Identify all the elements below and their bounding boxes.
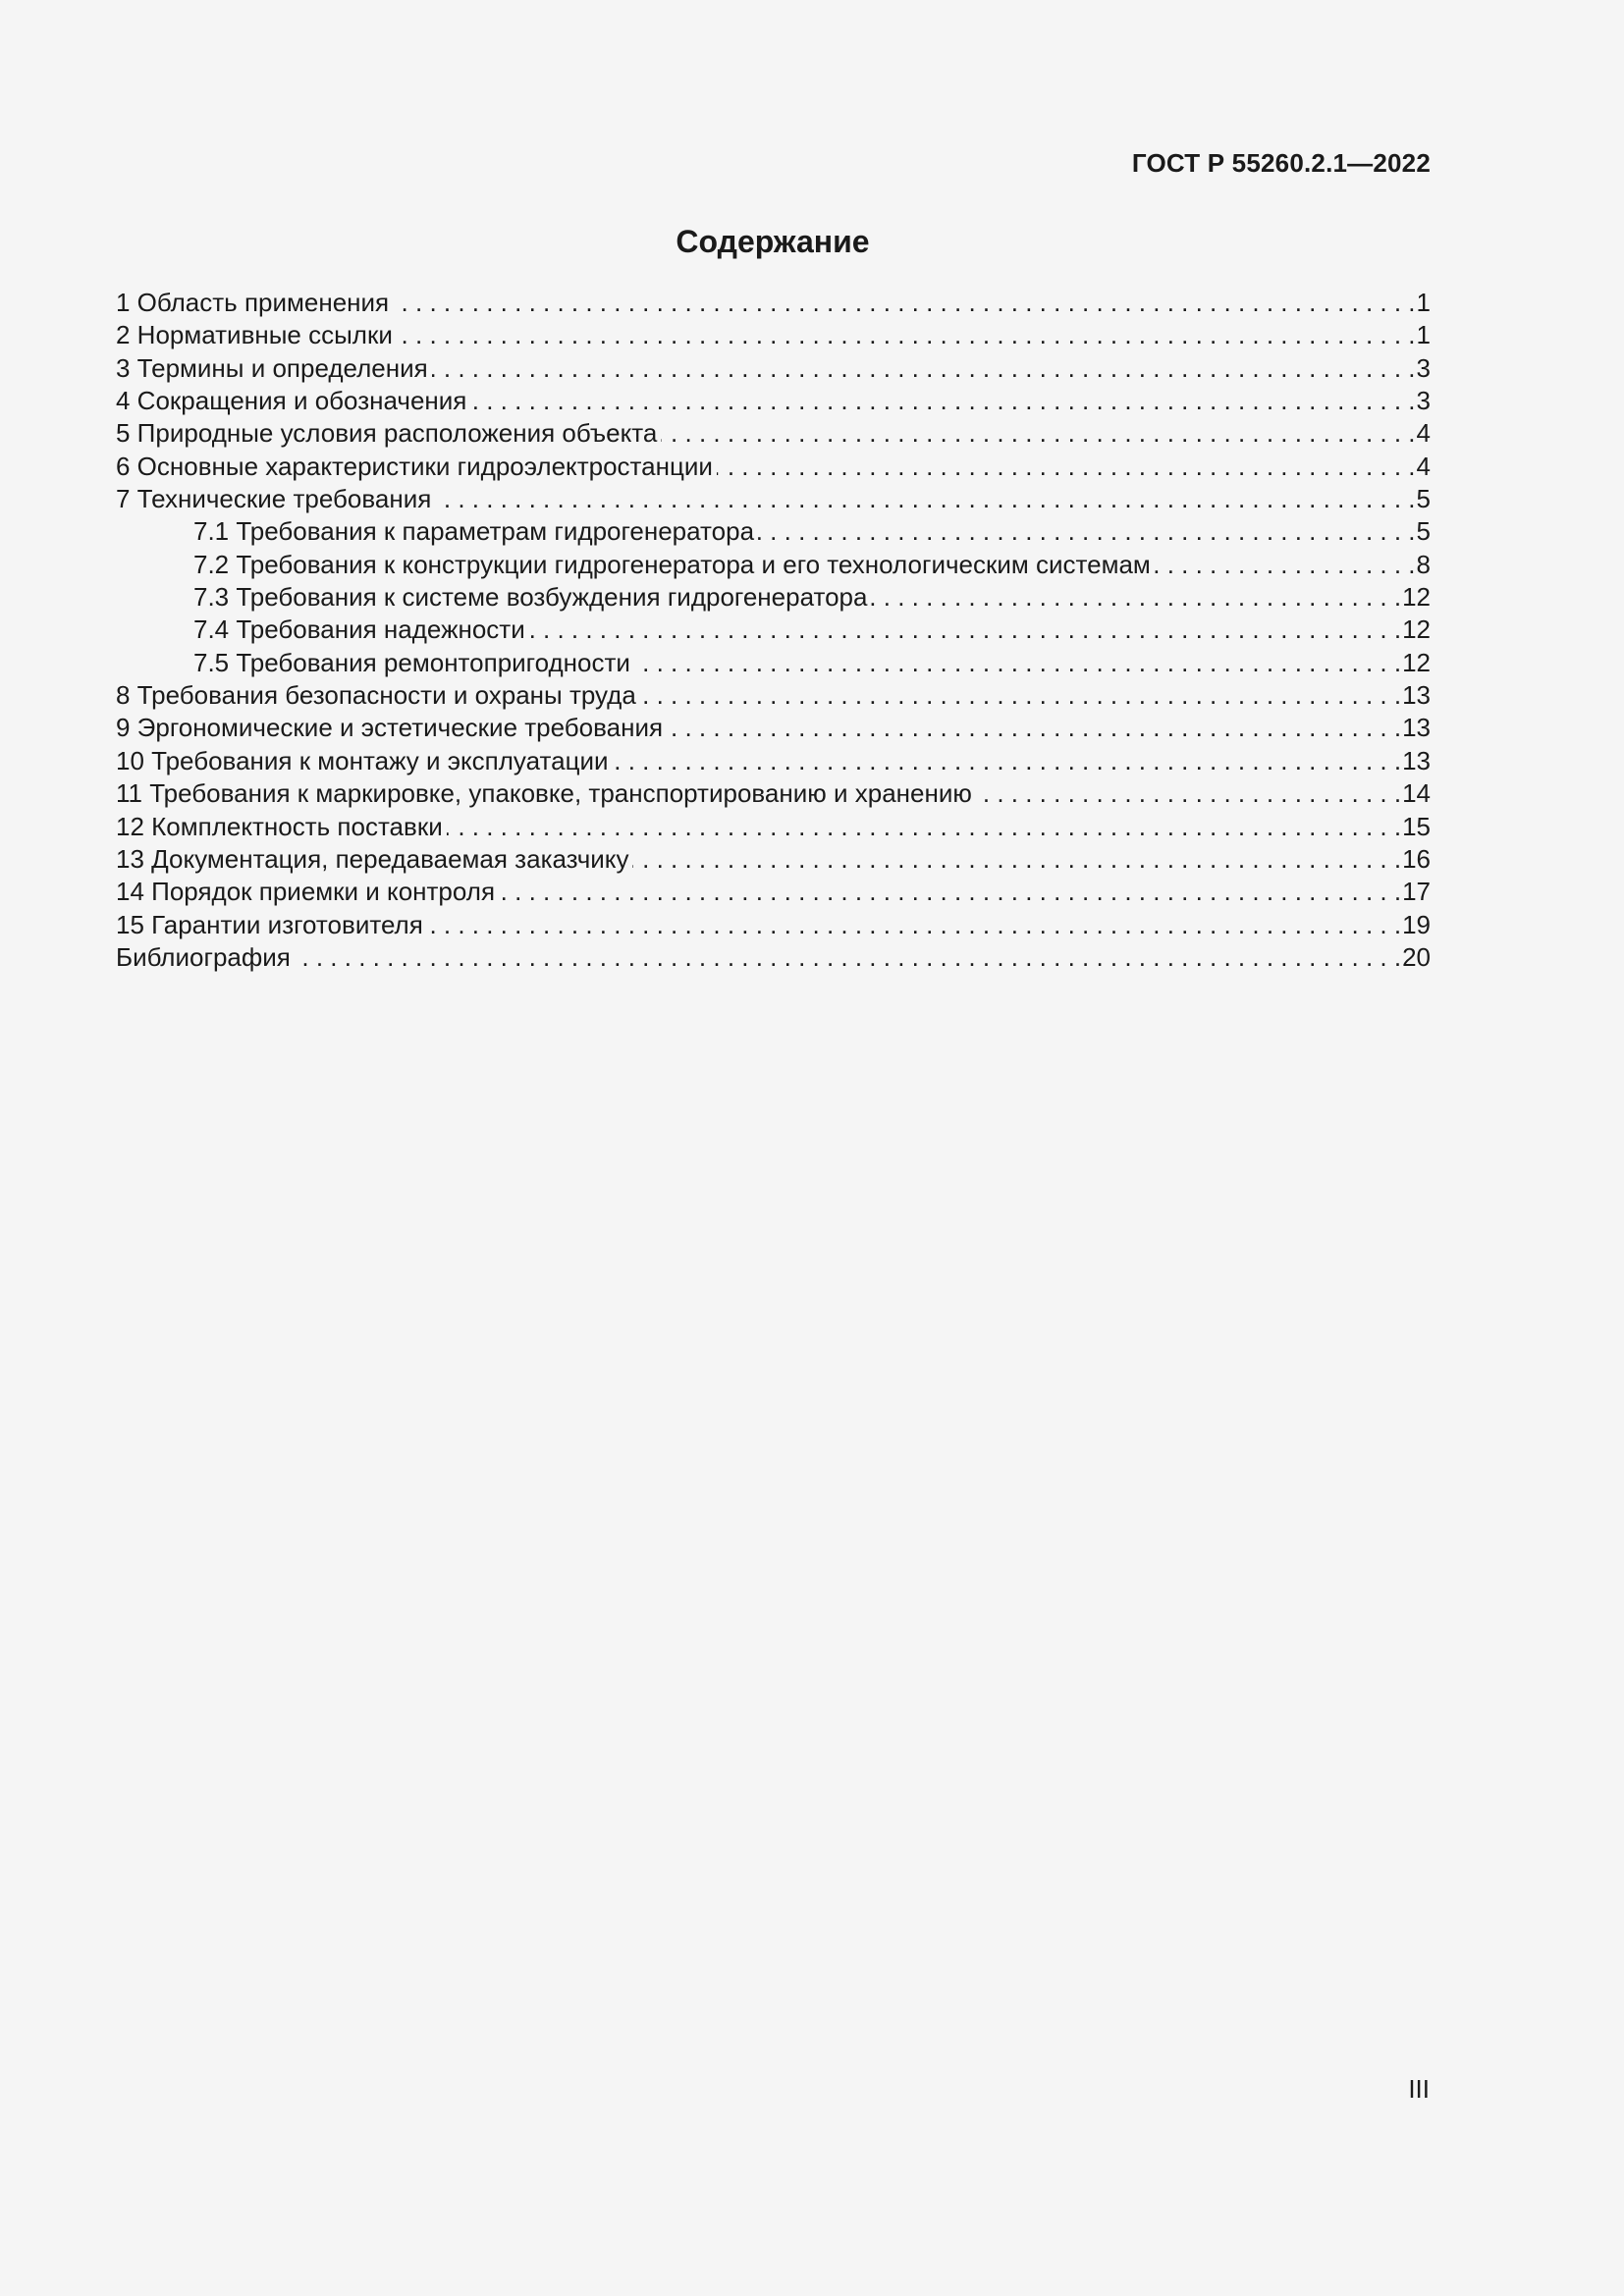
toc-entry[interactable] bbox=[116, 483, 1431, 515]
toc-entry[interactable] bbox=[116, 712, 1431, 744]
toc-entry-label: 11 Требования к маркировке, упаковке, транспортированию и хранению bbox=[116, 778, 972, 809]
toc-entry-page: 19 bbox=[1402, 909, 1431, 939]
toc-entry-label: 7.1 Требования к параметрам гидрогенератора bbox=[193, 516, 755, 547]
toc-dot-leader bbox=[640, 679, 1401, 712]
toc-dot-leader bbox=[758, 515, 1416, 548]
toc-entry[interactable] bbox=[116, 287, 1431, 319]
toc-entry[interactable] bbox=[116, 647, 1431, 679]
toc-entry-label: 2 Нормативные ссылки bbox=[116, 320, 393, 350]
toc-entry-label: 7.5 Требования ремонтопригодности bbox=[193, 647, 630, 677]
toc-entry-label: 4 Сокращения и обозначения bbox=[116, 386, 467, 416]
toc-entry[interactable] bbox=[116, 843, 1431, 876]
toc-dot-leader bbox=[427, 909, 1401, 941]
toc-entry-label: 5 Природные условия расположения объекта bbox=[116, 418, 658, 449]
toc-dot-leader bbox=[529, 614, 1401, 646]
toc-entry-page: 13 bbox=[1402, 680, 1431, 711]
toc-dot-leader bbox=[470, 385, 1415, 417]
toc-entry[interactable] bbox=[116, 777, 1431, 810]
toc-entry-page: 8 bbox=[1416, 549, 1431, 579]
toc-entry-page: 15 bbox=[1402, 811, 1431, 841]
toc-entry[interactable] bbox=[116, 909, 1431, 941]
toc-entry-label: 7.4 Требования надежности bbox=[193, 614, 525, 645]
toc-entry-page: 14 bbox=[1402, 778, 1431, 809]
toc-entry-page: 17 bbox=[1402, 877, 1431, 907]
toc-entry[interactable] bbox=[116, 745, 1431, 777]
toc-title: Содержание bbox=[676, 224, 870, 259]
toc-entry-page: 5 bbox=[1416, 484, 1431, 514]
toc-entry-page: 4 bbox=[1416, 451, 1431, 481]
toc-entry-label: 14 Порядок приемки и контроля bbox=[116, 877, 496, 907]
toc-entry[interactable] bbox=[116, 515, 1431, 548]
toc-entry[interactable] bbox=[116, 385, 1431, 417]
toc-entry[interactable] bbox=[116, 352, 1431, 385]
toc-dot-leader bbox=[661, 417, 1415, 450]
toc-entry-label: 3 Термины и определения bbox=[116, 352, 428, 383]
toc-entry-page: 16 bbox=[1402, 843, 1431, 874]
toc-entry-label: 12 Комплектность поставки bbox=[116, 811, 443, 841]
table-of-contents bbox=[116, 287, 1431, 974]
toc-entry-label: 10 Требования к монтажу и эксплуатации bbox=[116, 745, 609, 775]
toc-entry[interactable] bbox=[116, 941, 1431, 974]
toc-entry-label: 15 Гарантии изготовителя bbox=[116, 909, 423, 939]
toc-entry-label: 8 Требования безопасности и охраны труда bbox=[116, 680, 636, 711]
page-number: III bbox=[1408, 2074, 1430, 2104]
toc-dot-leader bbox=[435, 483, 1415, 515]
toc-entry[interactable] bbox=[116, 581, 1431, 614]
toc-dot-leader bbox=[295, 941, 1401, 974]
toc-dot-leader bbox=[632, 843, 1401, 876]
toc-entry-label: 13 Документация, передаваемая заказчику bbox=[116, 843, 629, 874]
toc-dot-leader bbox=[667, 712, 1401, 744]
toc-entry-label: 7.3 Требования к системе возбуждения гидрогенератора bbox=[193, 582, 868, 613]
toc-dot-leader bbox=[447, 811, 1401, 843]
toc-entry-label: 7.2 Требования к конструкции гидрогенератора и его технологическим системам bbox=[193, 549, 1151, 579]
toc-entry-page: 5 bbox=[1416, 516, 1431, 547]
toc-entry[interactable] bbox=[116, 876, 1431, 908]
toc-dot-leader bbox=[976, 777, 1401, 810]
toc-entry-page: 3 bbox=[1416, 352, 1431, 383]
toc-dot-leader bbox=[393, 287, 1415, 319]
toc-entry[interactable] bbox=[116, 614, 1431, 646]
toc-entry[interactable] bbox=[116, 679, 1431, 712]
toc-entry-page: 13 bbox=[1402, 745, 1431, 775]
toc-entry[interactable] bbox=[116, 549, 1431, 581]
toc-entry[interactable] bbox=[116, 319, 1431, 351]
toc-dot-leader bbox=[717, 451, 1416, 483]
toc-dot-leader bbox=[499, 876, 1401, 908]
document-code: ГОСТ Р 55260.2.1—2022 bbox=[1131, 148, 1431, 178]
toc-entry[interactable] bbox=[116, 451, 1431, 483]
toc-entry-page: 12 bbox=[1402, 614, 1431, 645]
toc-entry-page: 20 bbox=[1402, 941, 1431, 972]
toc-entry-label: 6 Основные характеристики гидроэлектростанции bbox=[116, 451, 713, 481]
toc-dot-leader bbox=[871, 581, 1401, 614]
toc-dot-leader bbox=[613, 745, 1402, 777]
toc-dot-leader bbox=[397, 319, 1416, 351]
toc-entry-label: 1 Область применения bbox=[116, 288, 390, 317]
toc-entry[interactable] bbox=[116, 417, 1431, 450]
toc-dot-leader bbox=[634, 647, 1401, 679]
toc-entry-page: 12 bbox=[1402, 582, 1431, 613]
toc-entry-page: 1 bbox=[1416, 320, 1431, 350]
toc-entry-label: 9 Эргономические и эстетические требования bbox=[116, 713, 664, 743]
toc-entry-page: 4 bbox=[1416, 418, 1431, 449]
toc-entry-label: Библиография bbox=[116, 941, 291, 972]
toc-dot-leader bbox=[1155, 549, 1416, 581]
toc-entry-label: 7 Технические требования bbox=[116, 484, 432, 514]
toc-entry[interactable] bbox=[116, 811, 1431, 843]
toc-entry-page: 3 bbox=[1416, 386, 1431, 416]
toc-entry-page: 13 bbox=[1402, 713, 1431, 743]
toc-dot-leader bbox=[432, 352, 1416, 385]
toc-entry-page: 12 bbox=[1402, 647, 1431, 677]
toc-entry-page: 1 bbox=[1416, 288, 1431, 317]
